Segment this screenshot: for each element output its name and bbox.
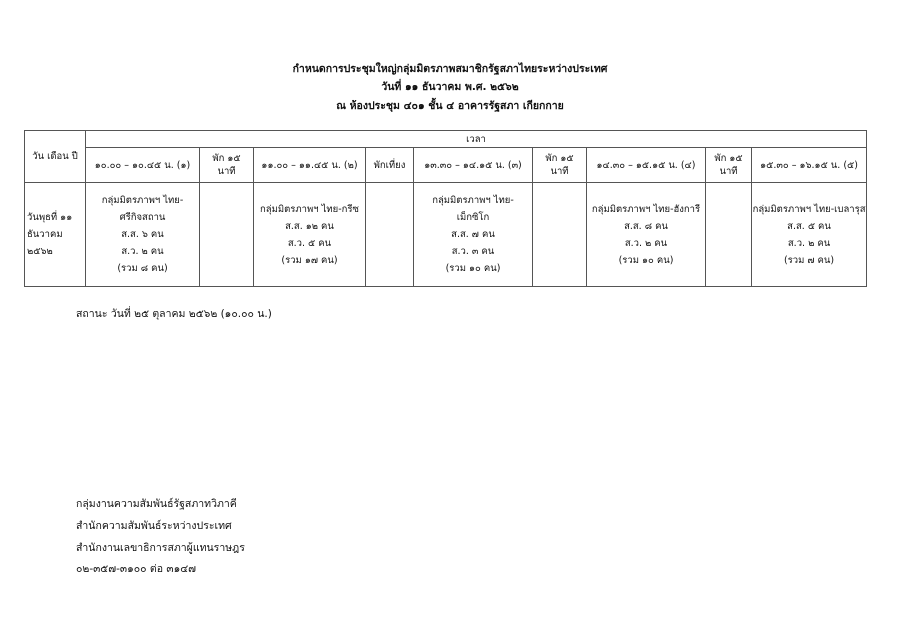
break-1-header	[200, 148, 254, 183]
session-3-cell	[414, 183, 533, 287]
session-1-total: (รวม ๘ คน)	[117, 263, 168, 274]
session-1-group: กลุ่มมิตรภาพฯ ไทย-	[101, 195, 184, 206]
session-5-group: กลุ่มมิตรภาพฯ ไทย-เบลารุส	[752, 203, 866, 215]
footer-bureau: สำนักความสัมพันธ์ระหว่างประเทศ	[76, 520, 232, 532]
session-2-header: ๑๑.๐๐ – ๑๑.๔๕ น. (๒)	[254, 148, 366, 183]
session-5-header: ๑๕.๓๐ – ๑๖.๑๕ น. (๕)	[752, 148, 867, 183]
session-4-senator-count: ส.ว. ๒ คน	[624, 237, 668, 249]
session-4-group: กลุ่มมิตรภาพฯ ไทย-ฮังการี	[591, 203, 701, 215]
break-2-header	[533, 148, 587, 183]
document-title: กำหนดการประชุมใหญ่กลุ่มมิตรภาพสมาชิกรัฐสภาไทยระหว่างประเทศ	[292, 63, 608, 75]
session-4-mp-count: ส.ส. ๘ คน	[624, 220, 668, 232]
date-line: ธันวาคม	[27, 229, 63, 240]
session-2-senator-count: ส.ว. ๕ คน	[287, 237, 332, 249]
break-3-header	[706, 148, 752, 183]
session-4-header: ๑๔.๓๐ – ๑๕.๑๕ น. (๔)	[587, 148, 706, 183]
session-5-mp-count: ส.ส. ๕ คน	[787, 220, 831, 232]
break-1-label-bottom: นาที	[217, 166, 236, 177]
footer-phone: ๐๒-๓๕๗-๓๑๐๐ ต่อ ๓๑๔๗	[76, 563, 197, 575]
break-2-cell	[533, 183, 587, 287]
session-3-group: กลุ่มมิตรภาพฯ ไทย-	[432, 195, 514, 206]
session-3-senator-count: ส.ว. ๓ คน	[451, 246, 495, 257]
meeting-date: วันที่ ๑๑ ธันวาคม พ.ศ. ๒๕๖๒	[381, 81, 519, 93]
session-1-header: ๑๐.๐๐ – ๑๐.๔๕ น. (๑)	[86, 148, 200, 183]
session-1-cell	[86, 183, 200, 287]
session-3-group-cont: เม็กซิโก	[456, 212, 490, 223]
break-3-cell	[706, 183, 752, 287]
session-3-header: ๑๓.๓๐ – ๑๔.๑๕ น. (๓)	[414, 148, 533, 183]
session-2-total: (รวม ๑๗ คน)	[281, 254, 338, 266]
date-line: วันพุธที่ ๑๑	[27, 212, 73, 223]
session-4-total: (รวม ๑๐ คน)	[618, 254, 674, 266]
footer-office: สำนักงานเลขาธิการสภาผู้แทนราษฎร	[76, 542, 245, 554]
date-cell	[25, 183, 86, 287]
status-note: สถานะ วันที่ ๒๕ ตุลาคม ๒๕๖๒ (๑๐.๐๐ น.)	[76, 308, 272, 320]
break-1-cell	[200, 183, 254, 287]
session-5-cell	[752, 183, 867, 287]
time-header: เวลา	[86, 131, 867, 148]
date-column-header: วัน เดือน ปี	[25, 131, 86, 183]
footer-department: กลุ่มงานความสัมพันธ์รัฐสภาทวิภาคี	[76, 498, 237, 510]
break-2-label-top: พัก ๑๕	[545, 153, 574, 164]
session-3-mp-count: ส.ส. ๗ คน	[451, 229, 495, 240]
session-1-mp-count: ส.ส. ๖ คน	[121, 229, 164, 240]
session-2-mp-count: ส.ส. ๑๒ คน	[285, 220, 334, 232]
lunch-break-header: พักเที่ยง	[366, 148, 414, 183]
date-line: ๒๕๖๒	[27, 246, 53, 257]
lunch-break-cell	[366, 183, 414, 287]
session-1-group-cont: ศรีกิจสถาน	[119, 212, 166, 223]
session-5-total: (รวม ๗ คน)	[783, 254, 835, 266]
meeting-venue: ณ ห้องประชุม ๔๐๑ ชั้น ๔ อาคารรัฐสภา เกียกกาย	[336, 100, 564, 112]
session-2-cell	[254, 183, 366, 287]
break-2-label-bottom: นาที	[550, 166, 569, 177]
session-5-senator-count: ส.ว. ๒ คน	[787, 237, 831, 249]
session-3-total: (รวม ๑๐ คน)	[445, 263, 501, 274]
break-3-label-top: พัก ๑๕	[714, 153, 743, 164]
session-2-group: กลุ่มมิตรภาพฯ ไทย-กรีซ	[260, 203, 359, 215]
table-row	[25, 183, 867, 287]
schedule-table	[24, 130, 867, 287]
session-4-cell	[587, 183, 706, 287]
session-1-senator-count: ส.ว. ๒ คน	[121, 246, 164, 257]
break-1-label-top: พัก ๑๕	[212, 153, 241, 164]
break-3-label-bottom: นาที	[719, 166, 738, 177]
